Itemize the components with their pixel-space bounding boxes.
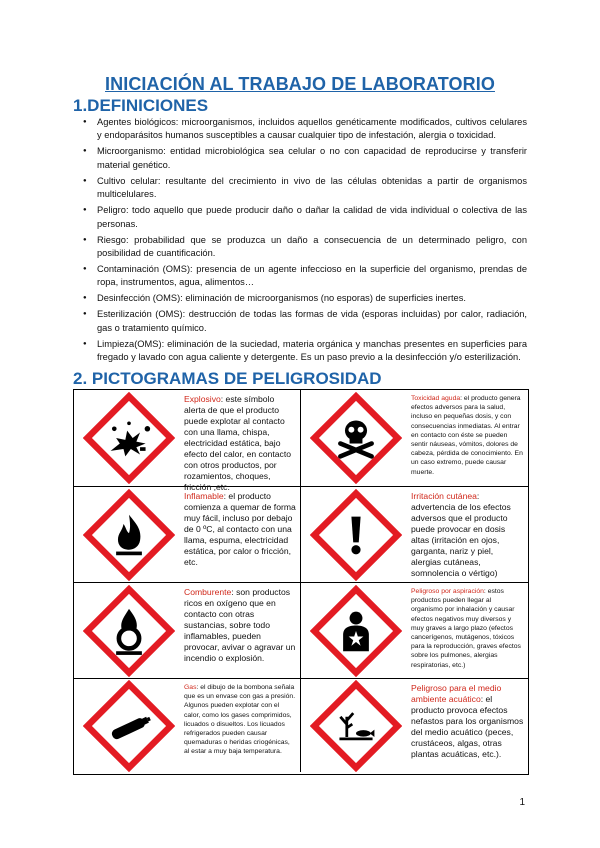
- section-heading-pictograms: 2. PICTOGRAMAS DE PELIGROSIDAD: [73, 369, 382, 388]
- pictogram-name: Toxicidad aguda: [411, 395, 461, 402]
- pictogram-cell-gas: [74, 679, 301, 772]
- pictogram-name: Gas: [184, 684, 197, 691]
- flame-over-circle-icon: [74, 583, 184, 678]
- pictogram-description: : el producto comienza a quemar de forma muy fácil, incluso por debajo de 0 ºC, al contacto con una llama, espuma, electricidad estática, por calor o fricción, etc.: [184, 491, 296, 567]
- pictogram-cell-flammable: [74, 487, 301, 583]
- list-item: ● Peligro: todo aquello que puede producir daño o dañar la calidad de vida individual o colectiva de las personas.: [84, 204, 527, 231]
- pictogram-description: : el dibujo de la bombona señala que es un envase con gas a presión. Algunos pueden explotar con el calor, como los gases comprimidos, licuados o disueltos. Los licuados refrigerados pueden causar quemaduras o heridas criogénicas, al estar a muy baja temperatura.: [184, 684, 296, 756]
- gas-cylinder-icon: [74, 679, 184, 772]
- pictogram-description: : el producto genera efectos adversos para la salud, incluso en pequeñas dosis, y con consecuencias inmediatas. Al entrar en contacto con éste se pueden sentir náuseas, vómitos, dolores de cabeza, pérdida de conocimiento. En un caso extremo, puede causar muerte.: [411, 395, 523, 476]
- list-item: ● Cultivo celular: resultante del crecimiento in vivo de las células obtenidas a partir de organismos multicelulares.: [84, 175, 527, 202]
- pictogram-cell-toxic: [301, 390, 528, 487]
- pictogram-name: Inflamable: [184, 491, 224, 501]
- definitions-list: [84, 116, 527, 367]
- pictogram-description: : el producto provoca efectos nefastos para los organismos del medio acuático (peces, crustáceos, algas, otras plantas acuáticas, etc.).: [411, 694, 524, 759]
- list-item: ● Desinfección (OMS): eliminación de microorganismos (no esporas) de superficies inertes.: [84, 292, 527, 305]
- list-item: ● Microorganismo: entidad microbiológica sea celular o no con capacidad de reproducirse y transferir material genético.: [84, 145, 527, 172]
- list-item: ● Limpieza(OMS): eliminación de la suciedad, materia orgánica y manchas presentes en superficies para fregado y lavado con agua caliente y detergente. Es un paso previo a la desinfección y/o esterilización.: [84, 338, 527, 365]
- skull-crossbones-icon: [301, 390, 411, 486]
- pictogram-name: Peligroso por aspiración: [411, 588, 484, 595]
- environment-icon: [301, 679, 411, 772]
- pictogram-table: [73, 389, 529, 775]
- pictogram-name: Irritación cutánea: [411, 491, 477, 501]
- pictogram-cell-irritant: [301, 487, 528, 583]
- pictogram-description: : son productos ricos en oxígeno que en contacto con otras sustancias, sobre todo inflamables, pueden provocar, avivar o agravar un incendio o explosión.: [184, 587, 296, 663]
- pictogram-cell-environment: [301, 679, 528, 772]
- list-item: ● Esterilización (OMS): destrucción de todas las formas de vida (esporas incluidas) por calor, radiación, gas o tratamiento químico.: [84, 308, 527, 335]
- explosive-icon: [74, 390, 184, 486]
- pictogram-name: Explosivo: [184, 394, 221, 404]
- pictogram-cell-health-hazard: [301, 583, 528, 679]
- health-hazard-icon: [301, 583, 411, 678]
- pictogram-description: : este símbolo alerta de que el producto puede explotar al contacto con una llama, chispa, electricidad estática, bajo efecto del calor, en contacto con otros productos, por rozamientos, choques, fricción ,etc.: [184, 394, 292, 492]
- exclamation-icon: [301, 487, 411, 582]
- list-item: ● Agentes biológicos: microorganismos, incluidos aquellos genéticamente modificados, cultivos celulares y endoparásitos humanos susceptibles a causar cualquier tipo de infestación, alergia o toxicidad.: [84, 116, 527, 143]
- page-number: 1: [519, 797, 525, 808]
- page-title: INICIACIÓN AL TRABAJO DE LABORATORIO: [105, 74, 495, 94]
- pictogram-description: : estos productos pueden llegar al organismo por inhalación y causar efectos negativos muy diversos y muy graves a largo plazo (efectos cancerígenos, mutágenos, tóxicos para la reproducción, graves efectos sobre los pulmones, alergias respiratorias, etc.): [411, 588, 521, 669]
- pictogram-name: Peligroso para el medio ambiente acuático: [411, 683, 502, 704]
- flame-icon: [74, 487, 184, 582]
- list-item: ● Riesgo: probabilidad que se produzca un daño a consecuencia de un determinado peligro, con posibilidad de cuantificación.: [84, 234, 527, 261]
- list-item: ● Contaminación (OMS): presencia de un agente infeccioso en la superficie del organismo, prendas de ropa, instrumentos, agua, alimentos…: [84, 263, 527, 290]
- pictogram-name: Comburente: [184, 587, 232, 597]
- pictogram-cell-explosive: [74, 390, 301, 492]
- pictogram-description: : advertencia de los efectos adversos que el producto puede provocar en dosis altas (irritación en ojos, garganta, nariz y piel, alergias cutáneas, somnolencia o vértigo): [411, 491, 511, 578]
- section-heading-definitions: 1.DEFINICIONES: [73, 96, 209, 115]
- pictogram-cell-oxidizing: [74, 583, 301, 679]
